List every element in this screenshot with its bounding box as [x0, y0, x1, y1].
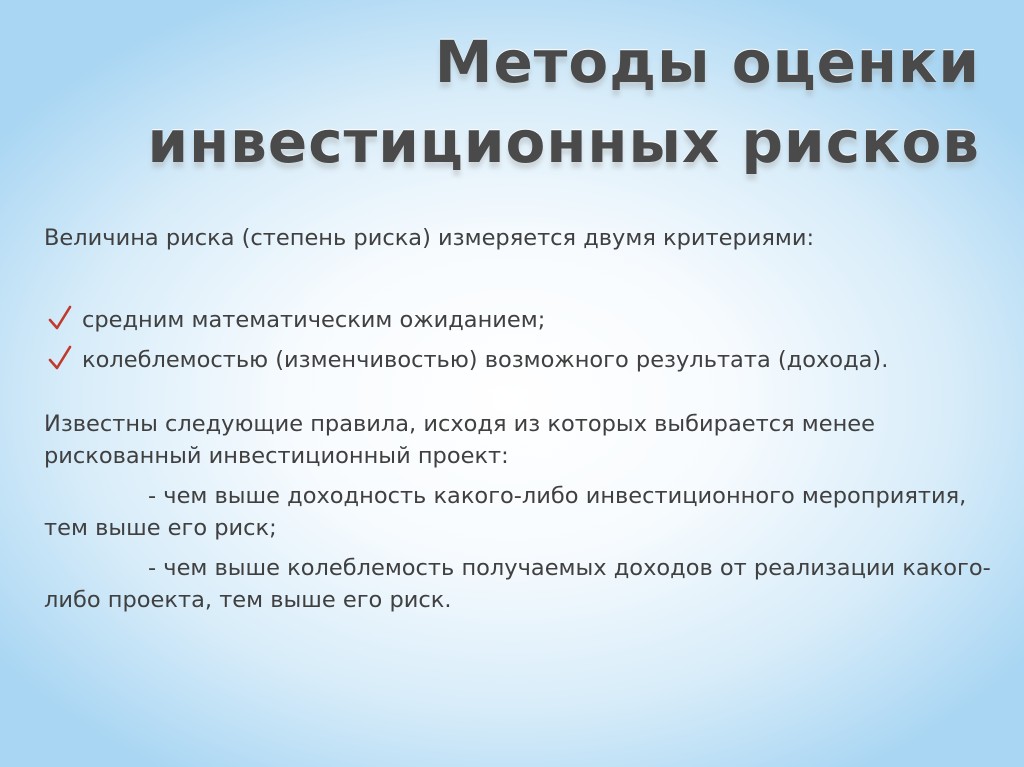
title-line-2: инвестиционных рисков [147, 108, 980, 176]
intro-text: Величина риска (степень риска) измеряется двумя критериями: [44, 225, 815, 251]
criteria-item [44, 340, 994, 380]
criteria-item-label: колеблемостью (изменчивостью) возможного результата (дохода). [82, 347, 889, 373]
check-icon [48, 345, 72, 371]
check-icon [48, 305, 72, 331]
rules-section [44, 408, 994, 616]
criteria-list [44, 300, 994, 380]
rule-text: - чем выше колеблемость получаемых доходов от реализации какого-либо проекта, тем выше его риск. [44, 555, 991, 613]
title-line-1: Методы оценки [434, 28, 980, 96]
slide-title [147, 22, 980, 182]
rule-text: - чем выше доходность какого-либо инвестиционного мероприятия, тем выше его риск; [44, 483, 967, 541]
slide-body [44, 222, 994, 624]
rules-intro: Известны следующие правила, исходя из которых выбирается менее рискованный инвестиционный проект: [44, 411, 875, 469]
rule-item [44, 480, 994, 544]
criteria-item [44, 300, 994, 340]
rule-item [44, 552, 994, 616]
criteria-item-label: средним математическим ожиданием; [82, 307, 546, 333]
